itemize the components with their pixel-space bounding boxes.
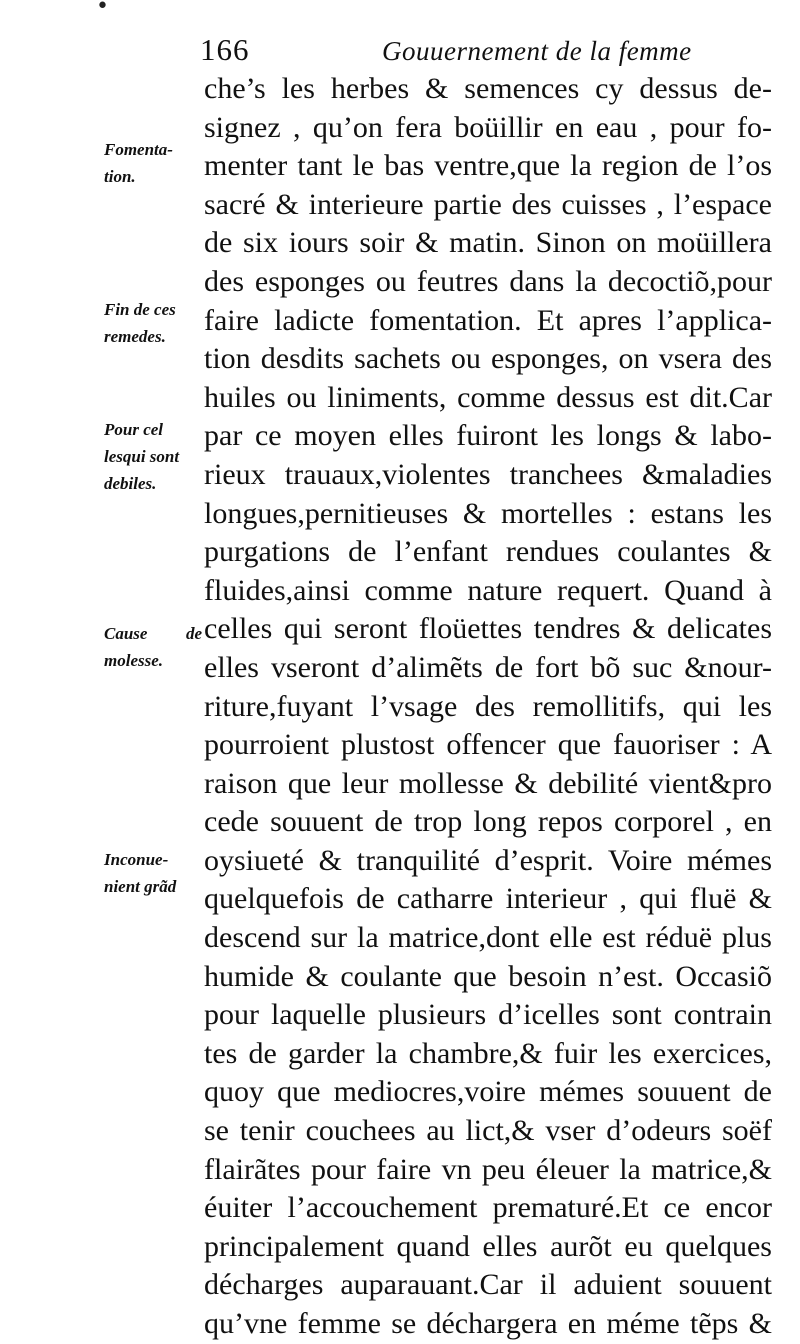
text-line: des esponges ou feutres dans la decoctiõ,pour bbox=[204, 264, 772, 298]
text-line: pour laquelle plusieurs d’icelles sont contrain bbox=[204, 998, 772, 1032]
text-line: che’s les herbes & semences cy dessus de- bbox=[204, 72, 772, 105]
page-header bbox=[200, 32, 770, 72]
margin-note-line: nient grãd bbox=[104, 877, 177, 896]
margin-note-line: tion. bbox=[104, 167, 136, 186]
page-number: 166 bbox=[200, 32, 250, 67]
running-title: Gouuernement de la femme bbox=[382, 36, 692, 66]
text-line: raison que leur mollesse & debilité vient&pro bbox=[204, 766, 772, 800]
margin-note-inconvenient bbox=[104, 846, 202, 900]
text-line: décharges auparauant.Car il aduient souuent bbox=[204, 1268, 772, 1302]
margin-note-line: lesqui sont bbox=[104, 447, 180, 466]
text-line: pourroient plustost offencer que fauoriser : A bbox=[204, 728, 772, 762]
text-line: éuiter l’accouchement prematuré.Et ce encor bbox=[204, 1191, 772, 1225]
text-line: rieux trauaux,violentes tranchees &maladies bbox=[204, 457, 772, 491]
margin-note-debiles bbox=[104, 416, 202, 497]
text-line: par ce moyen elles fuiront les longs & labo- bbox=[204, 419, 772, 453]
text-line: celles qui seront floüettes tendres & delicates bbox=[204, 612, 772, 646]
text-line: qu’vne femme se déchargera en méme tẽps & bbox=[204, 1307, 772, 1340]
margin-note-line: Pour cel bbox=[104, 420, 164, 439]
body-text bbox=[204, 70, 772, 1344]
text-line: se tenir couchees au lict,& vser d’odeurs soëf bbox=[204, 1114, 772, 1148]
text-line: tes de garder la chambre,& fuir les exercices, bbox=[204, 1036, 772, 1070]
text-line: principalement quand elles aurõt eu quelques bbox=[204, 1229, 772, 1263]
margin-note-line: Fin de ces bbox=[104, 300, 176, 319]
text-line: longues,pernitieuses & mortelles : estans les bbox=[204, 496, 772, 530]
text-line: cede souuent de trop long repos corporel , en bbox=[204, 805, 772, 839]
text-line: de six iours soir & matin. Sinon on moüillera bbox=[204, 226, 772, 260]
margin-note-line: Cause de bbox=[104, 624, 202, 643]
text-line: faire ladicte fomentation. Et apres l’applica- bbox=[204, 303, 772, 337]
text-line: riture,fuyant l’vsage des remollitifs, qui les bbox=[204, 689, 772, 723]
text-line: oysiueté & tranquilité d’esprit. Voire mémes bbox=[204, 843, 772, 877]
margin-note-line: Inconue- bbox=[104, 850, 169, 869]
margin-note-line: remedes. bbox=[104, 327, 166, 346]
text-line: purgations de l’enfant rendues coulantes & bbox=[204, 535, 772, 569]
margin-note-fin-remedes bbox=[104, 296, 202, 350]
text-line: quelquefois de catharre interieur , qui fluë & bbox=[204, 882, 772, 916]
corner-mark: • bbox=[96, 0, 109, 19]
text-line: quoy que mediocres,voire mémes souuent de bbox=[204, 1075, 772, 1109]
margin-note-line: debiles. bbox=[104, 474, 157, 493]
text-line: menter tant le bas ventre,que la region de l’os bbox=[204, 149, 772, 183]
text-line: fluides,ainsi comme nature requert. Quand à bbox=[204, 573, 772, 607]
text-line: sacré & interieure partie des cuisses , l’espace bbox=[204, 187, 772, 221]
text-line: flairãtes pour faire vn peu éleuer la matrice,& bbox=[204, 1152, 772, 1186]
margin-note-cause-molesse bbox=[104, 620, 202, 674]
margin-note-line: Fomenta- bbox=[104, 140, 173, 159]
text-line: descend sur la matrice,dont elle est réduë plus bbox=[204, 921, 772, 955]
text-line: huiles ou liniments, comme dessus est dit.Car bbox=[204, 380, 772, 414]
text-line: humide & coulante que besoin n’est. Occasiõ bbox=[204, 959, 772, 993]
text-line: signez , qu’on fera boüillir en eau , pour fo- bbox=[204, 110, 772, 144]
text-line: tion desdits sachets ou esponges, on vsera des bbox=[204, 342, 772, 376]
margin-note-fomentation bbox=[104, 136, 202, 190]
text-line: elles vseront d’alimẽts de fort bõ suc &nour- bbox=[204, 650, 772, 684]
margin-note-line: molesse. bbox=[104, 651, 164, 670]
